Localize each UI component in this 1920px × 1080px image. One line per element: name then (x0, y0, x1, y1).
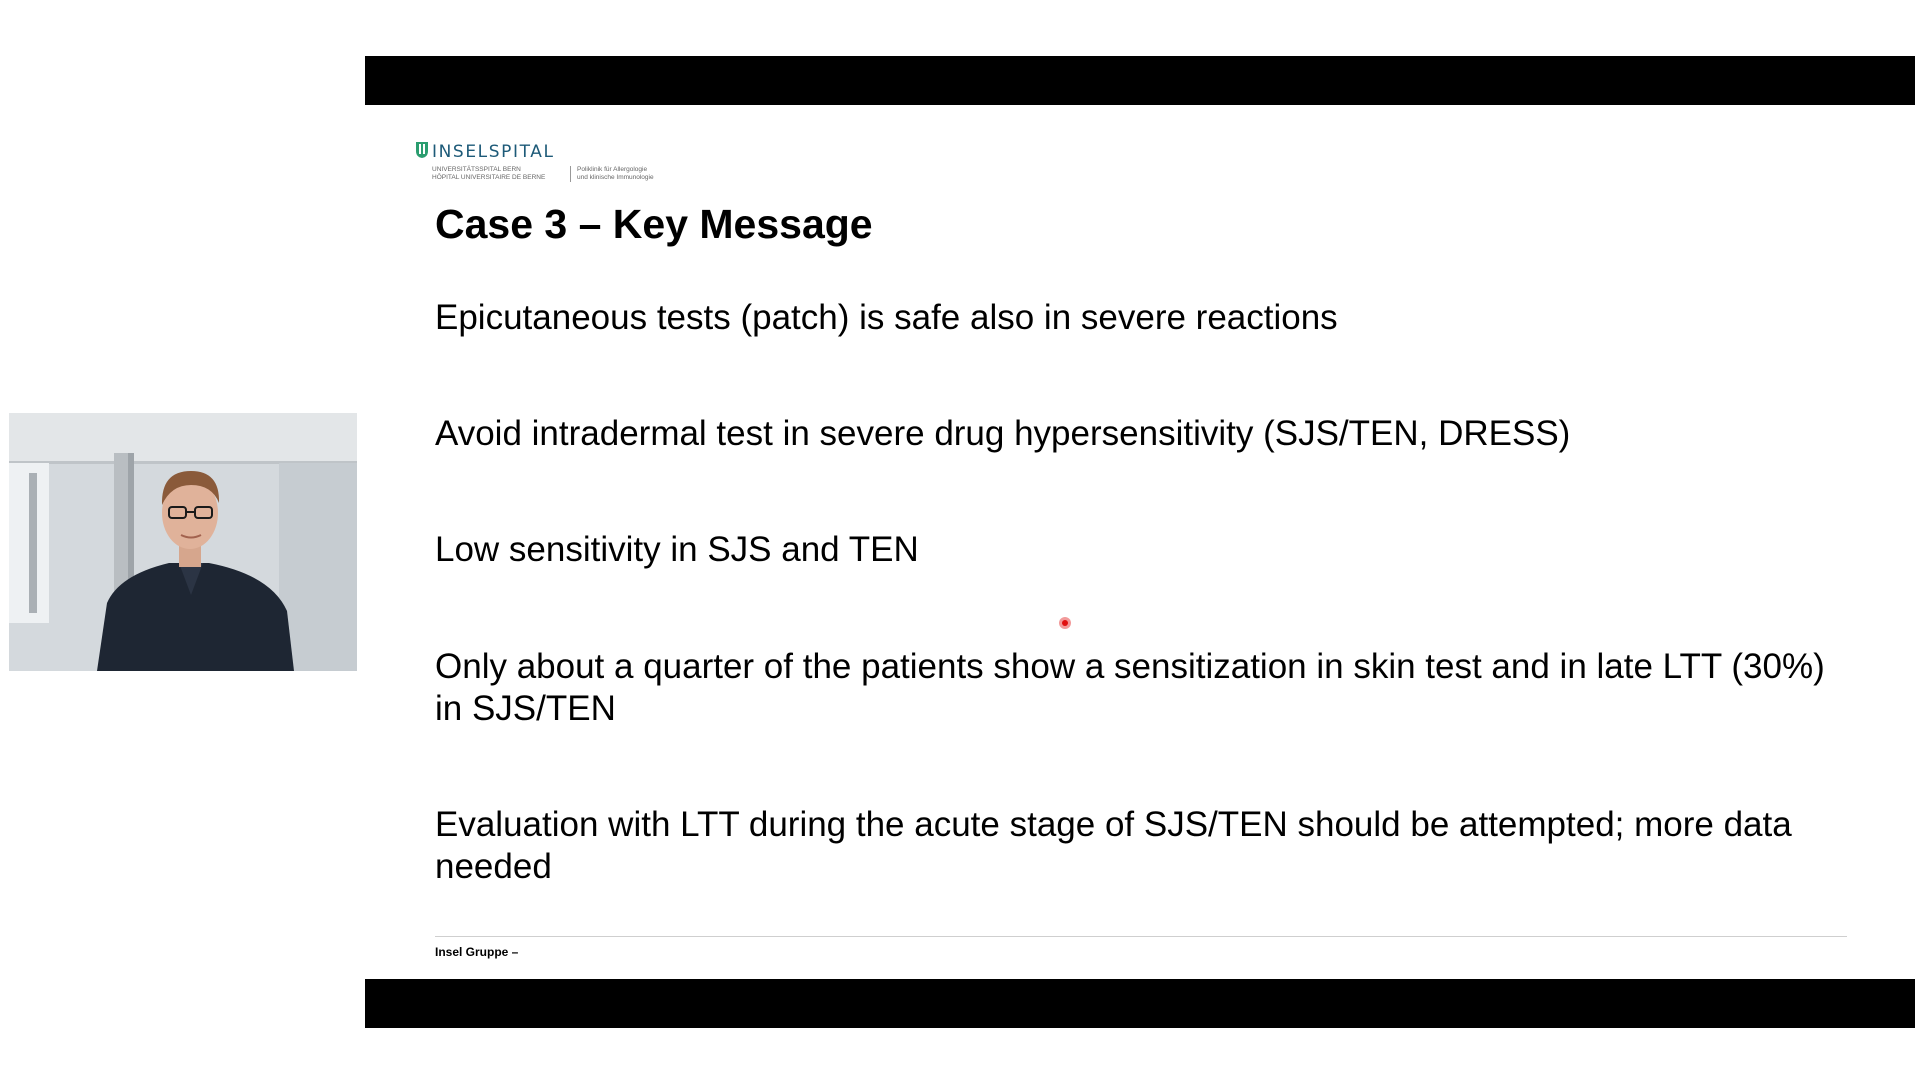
logo-subtitle-line: HÔPITAL UNIVERSITAIRE DE BERNE (432, 174, 546, 181)
key-message-item: Epicutaneous tests (patch) is safe also in severe reactions (435, 298, 1338, 337)
key-message-item: Only about a quarter of the patients show a sensitization in skin test and in late LTT (30%) in SJS/TEN (435, 647, 1825, 728)
laser-pointer-icon (1059, 617, 1071, 629)
logo-subtitle-right (570, 166, 654, 182)
inselspital-logo (415, 141, 675, 191)
logo-subtitle-line: UNIVERSITÄTSSPITAL BERN (432, 166, 521, 173)
logo-name: INSELSPITAL (432, 142, 555, 162)
slide (365, 105, 1915, 979)
letterbox-bottom (365, 979, 1915, 1028)
key-message-item: Avoid intradermal test in severe drug hypersensitivity (SJS/TEN, DRESS) (435, 414, 1571, 453)
inselspital-shield-icon (415, 141, 429, 159)
shared-presentation (365, 56, 1915, 1028)
logo-subtitle-line: Poliklinik für Allergologie (577, 166, 648, 173)
logo-subtitle-left (432, 166, 545, 182)
key-message-item: Evaluation with LTT during the acute stage of SJS/TEN should be attempted; more data needed (435, 805, 1792, 886)
logo-subtitle-line: und klinische Immunologie (577, 174, 654, 181)
key-message-item: Low sensitivity in SJS and TEN (435, 530, 919, 569)
footer-divider (435, 936, 1847, 937)
slide-title: Case 3 – Key Message (435, 201, 873, 247)
presenter-video-frame (9, 413, 357, 671)
letterbox-top (365, 56, 1915, 105)
slide-footer: Insel Gruppe – (435, 945, 519, 959)
presenter-webcam[interactable] (9, 413, 357, 671)
